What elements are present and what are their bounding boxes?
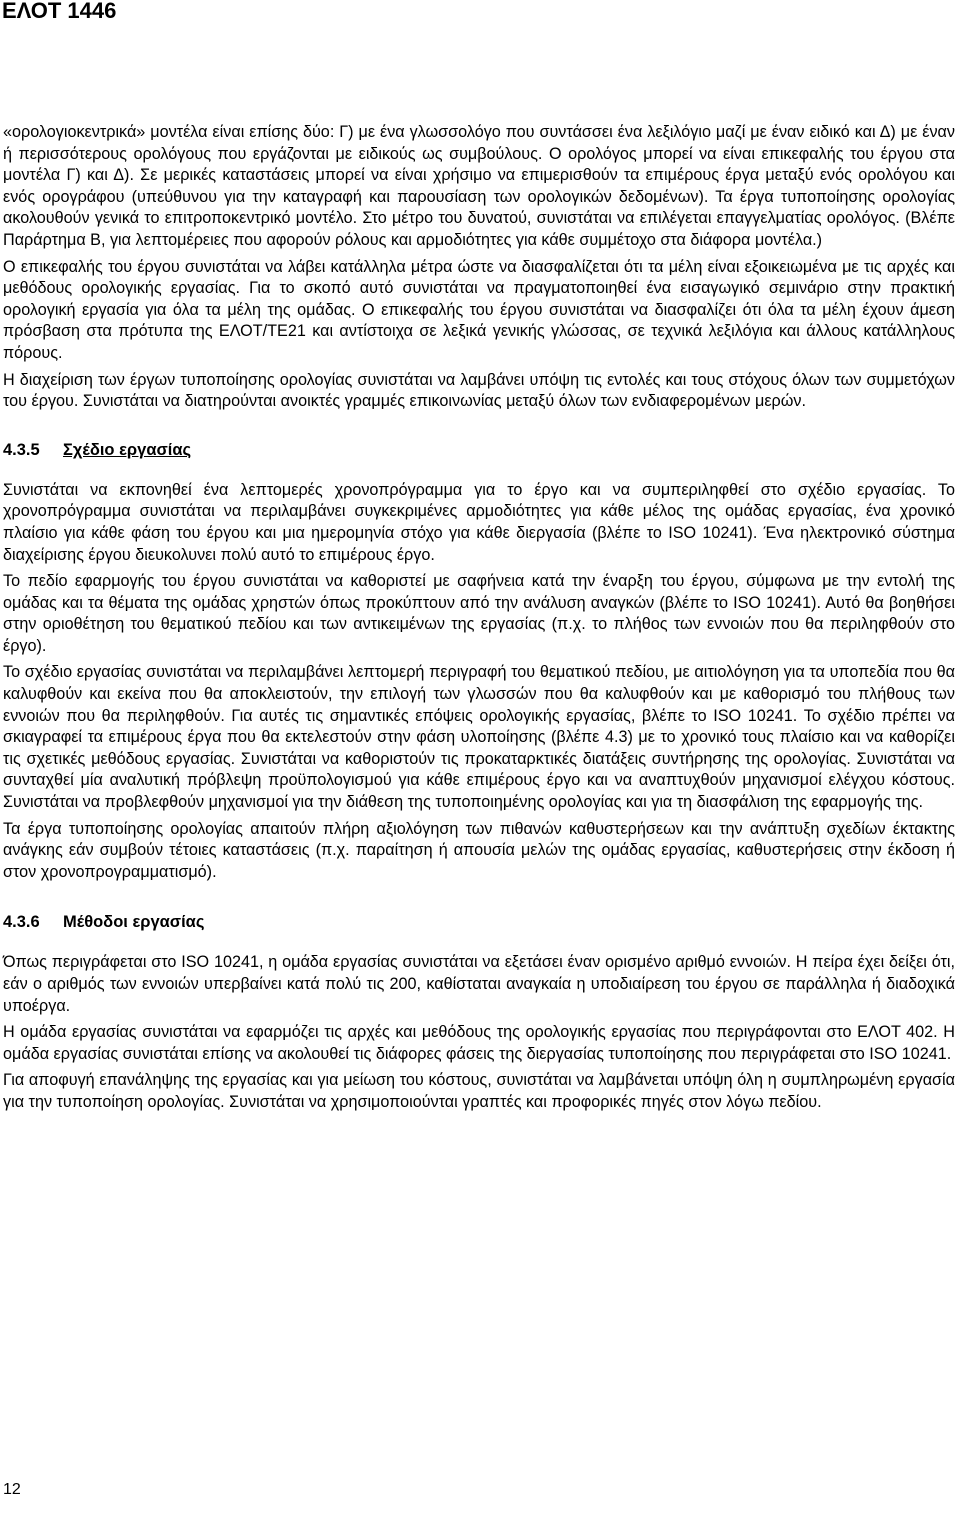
section-heading-4-3-6 bbox=[3, 911, 955, 933]
paragraph: Τα έργα τυποποίησης ορολογίας απαιτούν πλήρη αξιολόγηση των πιθανών καθυστερήσεων και την ανάπτυξη σχεδίων έκτακτης ανάγκης εάν συμβούν τέτοιες καταστάσεις (π.χ. παραίτηση ή απουσία μελών της ομάδας εργασίας, καθυστερήσεις στην έκδοση ή στον χρονοπρογραμματισμό). bbox=[3, 819, 955, 881]
paragraph: Το πεδίο εφαρμογής του έργου συνιστάται να καθοριστεί με σαφήνεια κατά την έναρξη του έργου, σύμφωνα με την εντολή της ομάδας και τα θέματα της ομάδας χρηστών όπως προκύπτουν από την ανάλυση αναγκών (βλέπε το ISO 10241). Αυτό θα βοηθήσει στην οριοθέτηση του θεματικού πεδίου και των αντικειμένων της εργασίας (π.χ. το πλήθος των εννοιών που θα περιληφθούν στο έργο). bbox=[3, 572, 955, 655]
paragraph: Η ομάδα εργασίας συνιστάται να εφαρμόζει τις αρχές και μεθόδους της ορολογικής εργασίας που περιγράφονται στο ΕΛΟΤ 402. Η ομάδα εργασίας συνιστάται επίσης να ακολουθεί τις διάφορες φάσεις της διεργασίας τυποποίησης που περιγράφεται στο ISO 10241. bbox=[3, 1023, 955, 1063]
paragraph: Συνιστάται να εκπονηθεί ένα λεπτομερές χρονοπρόγραμμα για το έργο και να συμπεριληφθεί στο σχέδιο εργασίας. Το χρονοπρόγραμμα συνιστάται να περιλαμβάνει συγκεκριμένες αρμοδιότητες για κάθε μέλος της ομάδας εργασίας, ένα χρονικό πλαίσιο για κάθε φάση του έργου και μια ημερομηνία στόχο για κάθε διεργασία (βλέπε το ISO 10241). Ένα ηλεκτρονικό σύστημα διαχείρισης έργου διευκολυνει πολύ αυτό το επιμέρους έργο. bbox=[3, 480, 955, 564]
page-header-title: ΕΛΟΤ 1446 bbox=[2, 0, 117, 23]
page-number: 12 bbox=[3, 1481, 21, 1498]
paragraph: Η διαχείριση των έργων τυποποίησης ορολογίας συνιστάται να λαμβάνει υπόψη τις εντολές και τους στόχους όλων των συμμετόχων του έργου. Συνιστάται να διατηρούνται ανοικτές γραμμές επικοινωνίας μεταξύ όλων των ενδιαφερομένων μερών. bbox=[3, 370, 955, 411]
paragraph: Το σχέδιο εργασίας συνιστάται να περιλαμβάνει λεπτομερή περιγραφή του θεματικού πεδίου, με αιτιολόγηση για τα υποπεδία που θα καλυφθούν και εκείνα που θα αποκλειστούν, την επιλογή των γλωσσών που θα καλυφθούν και με καθορισμό του πλήθους των εννοιών που θα περιληφθούν. Για αυτές τις σημαντικές επόψεις ορολογικής εργασίας, βλέπε το ISO 10241. Το σχέδιο πρέπει να σκιαγραφεί τα επιμέρους έργα που θα εκτελεστούν στην φάση υλοποίησης (βλέπε 4.3) με το χρονικό τους πλαίσιο και να καθορίζει τις σχετικές μεθόδους εργασίας. Συνιστάται να καθοριστούν τις προκαταρκτικές διατάξεις συντήρησης της ορολογίας. Συνιστάται να συνταχθεί μία αναλυτική πρόβλεψη προϋπολογισμού για κάθε επιμέρους έργο και να αναπτυχθούν μηχανισμοί ελέγχου κόστους. Συνιστάται να προβλεφθούν μηχανισμοί για την διάθεση της τυποποιημένης ορολογίας και για τη διασφάλιση της εφαρμογής της. bbox=[3, 663, 955, 812]
paragraph: Όπως περιγράφεται στο ISO 10241, η ομάδα εργασίας συνιστάται να εξετάσει έναν ορισμένο αριθμό εννοιών. Η πείρα έχει δείξει ότι, εάν ο αριθμός των εννοιών υπερβαίνει κατά πολύ τις 200, καθίσταται αναγκαία η υποδιαίρεση του έργου σε παράλληλα ή διαδοχικά υποέργα. bbox=[3, 953, 955, 1015]
document-body bbox=[3, 122, 955, 1119]
paragraph: Ο επικεφαλής του έργου συνιστάται να λάβει κατάλληλα μέτρα ώστε να διασφαλίζεται ότι τα μέλη είναι εξοικειωμένα με τις αρχές και μεθόδους ορολογικής εργασίας. Για το σκοπό αυτό συνιστάται να πραγματοποιηθεί ένα εισαγωγικό σεμινάριο στην πρακτική ορολογική εργασία για όλα τα μέλη της ομάδας. Ο επικεφαλής του έργου συνιστάται να διασφαλίζει ότι όλα τα μέλη έχουν άμεση πρόσβαση στα πρότυπα της ΕΛΟΤ/ΤΕ21 και αντίστοιχα σε λεξικά γενικής γλώσσας, σε τεχνικά λεξιλόγια και άλλους κατάλληλους πόρους. bbox=[3, 257, 955, 362]
section-title: Μέθοδοι εργασίας bbox=[63, 913, 205, 932]
paragraph: Για αποφυγή επανάληψης της εργασίας και για μείωση του κόστους, συνιστάται να λαμβάνεται υπόψη όλη η συμπληρωμένη εργασία για την τυποποίηση ορολογίας. Συνιστάται να χρησιμοποιούνται γραπτές και προφορικές πηγές στον λόγω πεδίου. bbox=[3, 1071, 955, 1111]
paragraph: «ορολογιοκεντρικά» μοντέλα είναι επίσης δύο: Γ) με ένα γλωσσολόγο που συντάσσει ένα λεξιλόγιο μαζί με έναν ειδικό και Δ) με έναν ή περισσότερους ορολόγους που εργάζονται με ειδικούς ως συμβούλους. Ο ορολόγος μπορεί να είναι επικεφαλής του έργου στα μοντέλα Γ) και Δ). Σε μερικές καταστάσεις μπορεί να είναι χρήσιμο να επιμερισθούν τα επιμέρους έργα μεταξύ ενός ορολόγου και ενός ορογράφου (υπεύθυνου για την καταγραφή και παρουσίαση των ορολογικών δεδομένων). Τα έργα τυποποίησης ορολογίας ακολουθούν γενικά το επιτροποκεντρικό μοντέλο. Στο μέτρο του δυνατού, συνιστάται να επιλέγεται επαγγελματίας ορολόγος. (Βλέπε Παράρτημα Β, για λεπτομέρειες που αφορούν ρόλους και αρμοδιότητες για κάθε συμμέτοχο στα διάφορα μοντέλα.) bbox=[3, 123, 955, 249]
section-number: 4.3.5 bbox=[3, 440, 40, 459]
section-heading-4-3-5 bbox=[3, 439, 955, 461]
section-number: 4.3.6 bbox=[3, 913, 40, 932]
section-title: Σχέδιο εργασίας bbox=[63, 440, 192, 459]
